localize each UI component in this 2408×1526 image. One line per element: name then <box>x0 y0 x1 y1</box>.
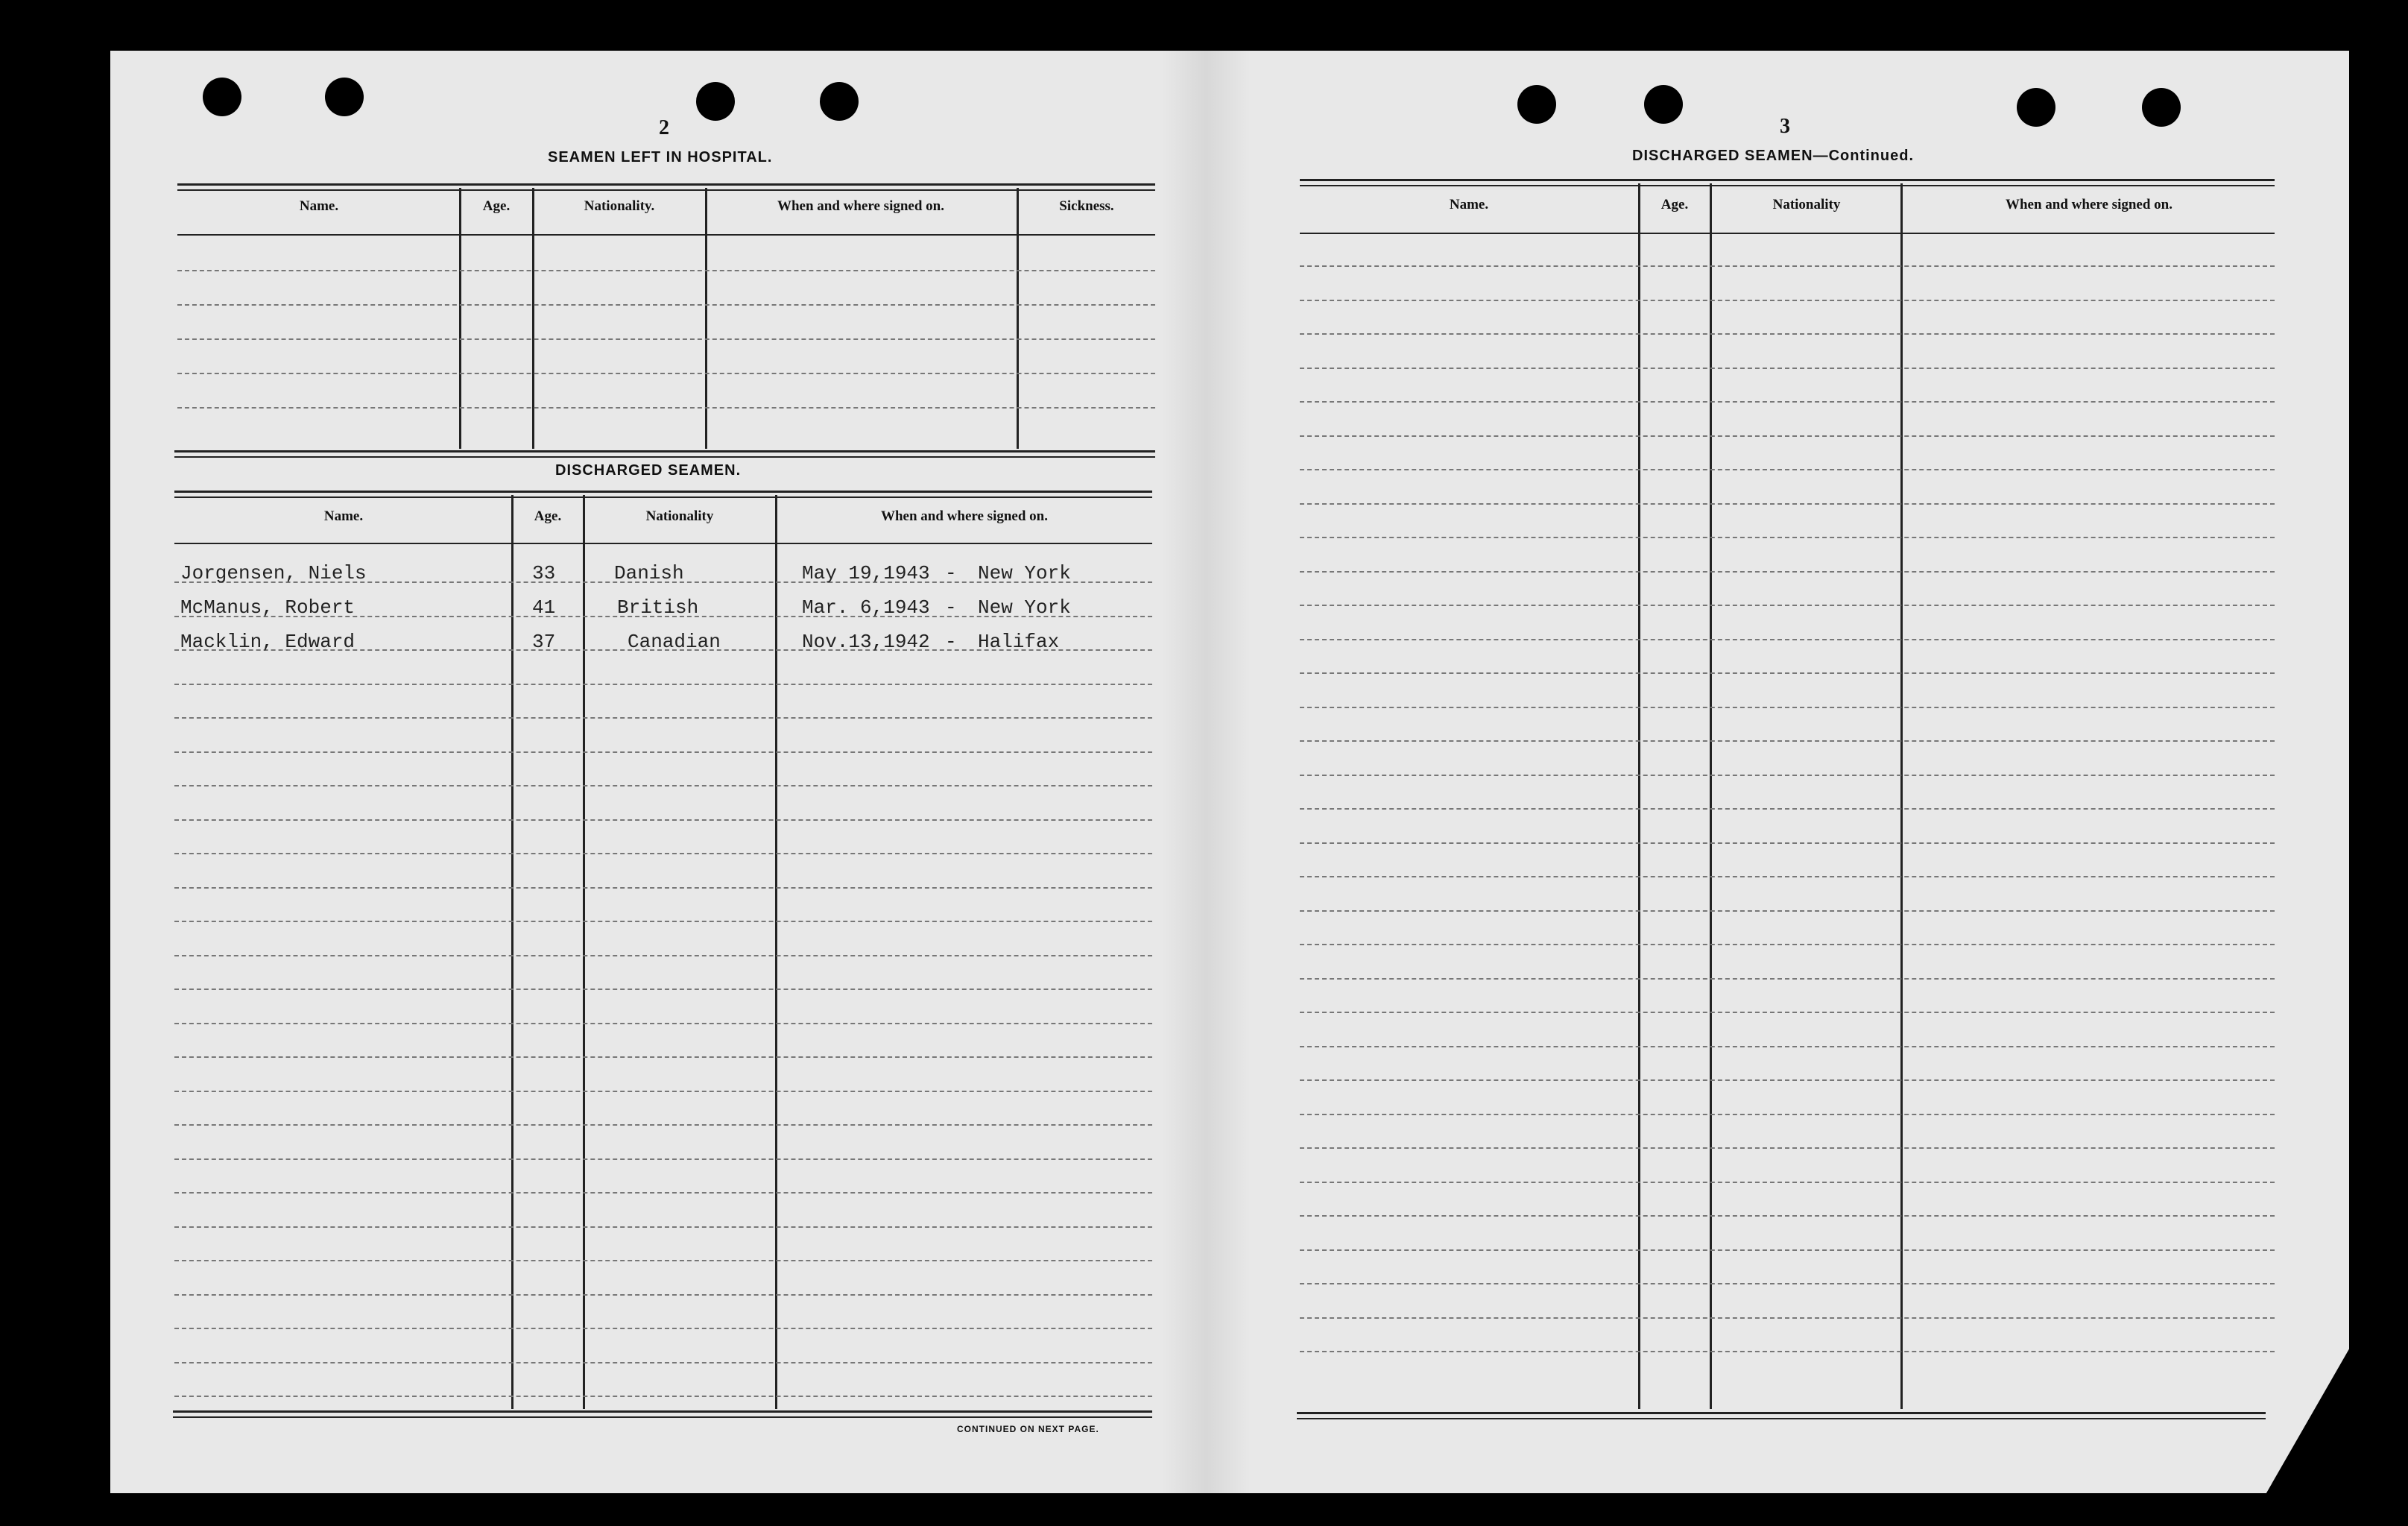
punch-hole <box>1517 85 1556 124</box>
ruled-line <box>1300 1114 2275 1115</box>
right-header-rule <box>1300 233 2275 234</box>
discharged-section-title: DISCHARGED SEAMEN. <box>555 462 742 479</box>
ruled-line <box>1300 910 2275 912</box>
hospital-section-title: SEAMEN LEFT IN HOSPITAL. <box>548 149 773 165</box>
ruled-line <box>1300 537 2275 538</box>
hospital-col-divider <box>459 188 461 449</box>
ruled-line <box>1300 401 2275 403</box>
ruled-line <box>174 1362 1152 1363</box>
ruled-line <box>1300 435 2275 437</box>
page-number-left: 2 <box>659 116 669 139</box>
ruled-line <box>1300 707 2275 708</box>
ruled-line <box>177 338 1155 340</box>
hospital-header-rule <box>177 234 1155 236</box>
hospital-col-name: Name. <box>299 198 339 214</box>
punch-hole <box>325 78 364 116</box>
ruled-line <box>174 785 1152 786</box>
ruled-line <box>1300 1147 2275 1149</box>
ruled-line <box>174 1260 1152 1261</box>
ruled-line <box>174 853 1152 854</box>
discharged-col-divider <box>775 495 777 1409</box>
ruled-line <box>174 1091 1152 1092</box>
seaman-name: McManus, Robert <box>180 596 355 619</box>
discharged-table-top-rule <box>174 491 1152 493</box>
ruled-line <box>174 1192 1152 1194</box>
ruled-line <box>174 684 1152 685</box>
ruled-line <box>174 1294 1152 1296</box>
hospital-col-nationality: Nationality. <box>584 198 655 214</box>
right-col-name: Name. <box>1449 197 1489 212</box>
ruled-line <box>174 1056 1152 1058</box>
ruled-line <box>1300 1283 2275 1284</box>
ruled-line <box>174 1124 1152 1126</box>
seaman-signed-date: Nov.13,1942 <box>802 631 930 653</box>
punch-hole <box>2142 88 2181 127</box>
seaman-signed-date: Mar. 6,1943 <box>802 596 930 619</box>
ruled-line <box>174 717 1152 719</box>
ruled-line <box>1300 808 2275 810</box>
ruled-line <box>174 1226 1152 1228</box>
ruled-line <box>174 1328 1152 1329</box>
ruled-line <box>1300 300 2275 301</box>
punch-hole <box>1644 85 1683 124</box>
ruled-line <box>1300 1317 2275 1319</box>
hospital-col-divider <box>1017 188 1019 449</box>
seaman-nationality: Canadian <box>628 631 721 653</box>
discharged-col-signed-on: When and where signed on. <box>880 508 1048 524</box>
ruled-line <box>1300 672 2275 674</box>
seaman-name: Macklin, Edward <box>180 631 355 653</box>
ruled-line <box>177 304 1155 306</box>
seaman-signed-place: New York <box>978 562 1071 584</box>
discharged-header-rule <box>174 543 1152 544</box>
discharged-col-divider <box>511 495 513 1409</box>
hospital-col-sickness: Sickness. <box>1059 198 1114 214</box>
discharged-col-name: Name. <box>323 508 364 524</box>
discharged-table-bottom-rule <box>173 1410 1152 1413</box>
ruled-line <box>177 373 1155 374</box>
ruled-line <box>1300 503 2275 505</box>
hospital-col-signed-on: When and where signed on. <box>777 198 944 214</box>
ruled-line <box>1300 571 2275 573</box>
seaman-name: Jorgensen, Niels <box>180 562 367 584</box>
ruled-line <box>174 1396 1152 1397</box>
ruled-line <box>1300 842 2275 844</box>
right-col-age: Age. <box>1660 197 1689 212</box>
punch-hole <box>696 82 735 121</box>
hospital-table-bottom-rule <box>174 450 1155 453</box>
ruled-line <box>1300 1012 2275 1013</box>
ruled-line <box>1300 368 2275 369</box>
ruled-line <box>1300 639 2275 640</box>
ruled-line <box>174 955 1152 956</box>
ruled-line <box>1300 1351 2275 1352</box>
hospital-col-divider <box>532 188 534 449</box>
ruled-line <box>174 887 1152 889</box>
ruled-line <box>1300 265 2275 267</box>
ruled-line <box>1300 876 2275 877</box>
ruled-line <box>177 270 1155 271</box>
seaman-nationality: British <box>617 596 699 619</box>
ruled-line <box>174 819 1152 821</box>
ruled-line <box>177 407 1155 409</box>
page-fold <box>1161 51 1251 1493</box>
seaman-age: 41 <box>532 596 556 619</box>
ruled-line <box>174 921 1152 922</box>
punch-hole <box>203 78 241 116</box>
continued-note: CONTINUED ON NEXT PAGE. <box>957 1424 1099 1434</box>
ruled-line <box>1300 1046 2275 1047</box>
punch-hole <box>820 82 859 121</box>
ruled-line <box>1300 1215 2275 1217</box>
ruled-line <box>1300 944 2275 945</box>
ruled-line <box>1300 469 2275 470</box>
ruled-line <box>174 1023 1152 1024</box>
seaman-signed-date: May 19,1943 <box>802 562 930 584</box>
right-table-bottom-rule <box>1297 1412 2266 1414</box>
ruled-line <box>174 989 1152 990</box>
ruled-line <box>1300 1182 2275 1183</box>
discharged-col-age: Age. <box>534 508 562 524</box>
ruled-line <box>1300 1079 2275 1081</box>
discharged-col-divider <box>583 495 585 1409</box>
seaman-age: 33 <box>532 562 556 584</box>
ruled-line <box>1300 740 2275 742</box>
ruled-line <box>174 1158 1152 1160</box>
row-dash: - <box>945 596 957 619</box>
right-col-signed-on: When and where signed on. <box>2005 197 2172 212</box>
row-dash: - <box>945 631 957 653</box>
row-dash: - <box>945 562 957 584</box>
ruled-line <box>1300 333 2275 335</box>
discharged-col-nationality: Nationality <box>645 508 714 524</box>
ruled-line <box>1300 775 2275 776</box>
hospital-table-top-rule <box>177 183 1155 186</box>
right-table-top-rule <box>1300 179 2275 181</box>
ruled-line <box>1300 978 2275 980</box>
seaman-signed-place: Halifax <box>978 631 1060 653</box>
seaman-signed-place: New York <box>978 596 1071 619</box>
ruled-line <box>174 751 1152 753</box>
seaman-age: 37 <box>532 631 556 653</box>
ruled-line <box>1300 1249 2275 1251</box>
ruled-line <box>1300 605 2275 606</box>
right-col-nationality: Nationality <box>1772 197 1841 212</box>
hospital-col-age: Age. <box>482 198 511 214</box>
discharged-continued-title: DISCHARGED SEAMEN—Continued. <box>1632 148 1914 164</box>
page-number-right: 3 <box>1780 115 1790 138</box>
punch-hole <box>2017 88 2055 127</box>
hospital-col-divider <box>705 188 707 449</box>
seaman-nationality: Danish <box>614 562 684 584</box>
